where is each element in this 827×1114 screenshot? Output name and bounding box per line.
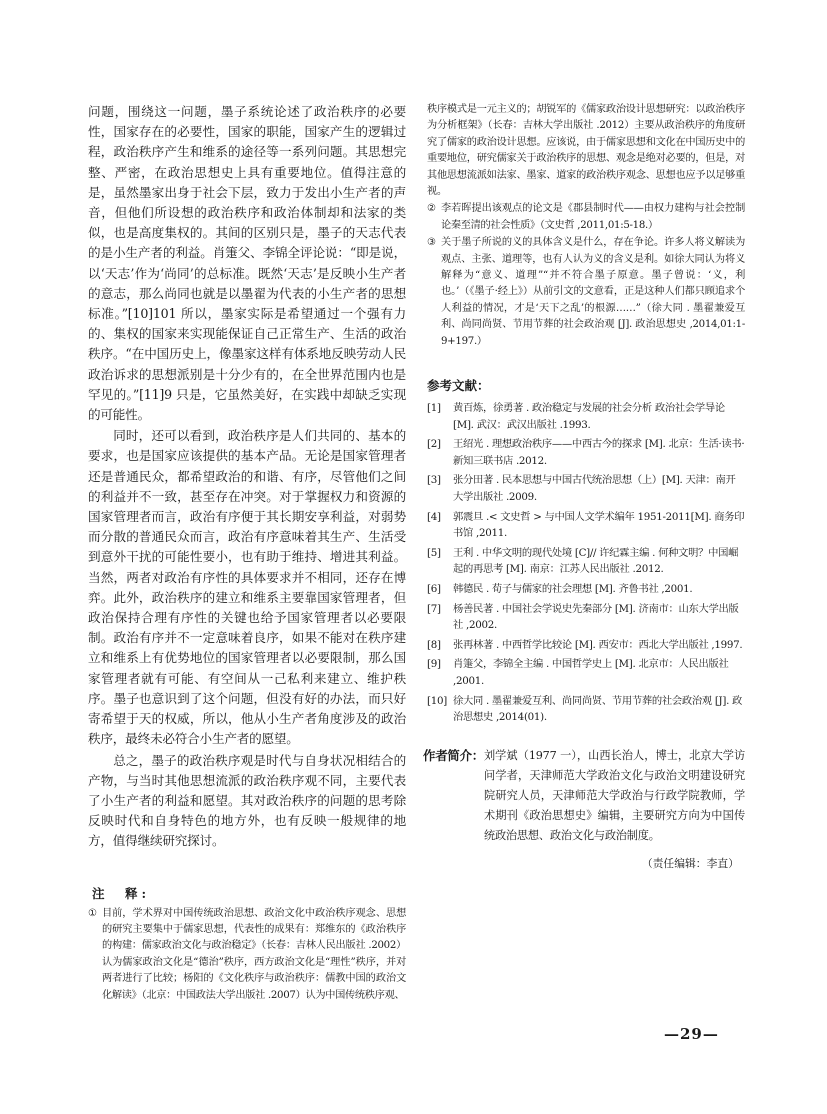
reference-item: [427, 509, 745, 542]
responsible-editor: （责任编辑：李直）: [641, 856, 739, 870]
reference-number: [1]: [427, 402, 441, 415]
reference-text: 肖箑父，李锦全主编 . 中国哲学史上 [M]. 北京市：人民出版社 ,2001.: [453, 658, 729, 687]
reference-text: 黄百炼，徐勇著 . 政治稳定与发展的社会分析 政治社会学导论 [M]. 武汉：武汉出版社 .1993.: [453, 402, 725, 431]
reference-item: [427, 545, 745, 578]
reference-text: 张分田著 . 民本思想与中国古代统治思想（上）[M]. 天津：南开大学出版社 .2009.: [453, 474, 736, 504]
reference-item: [427, 436, 745, 469]
reference-number: [8]: [427, 638, 441, 651]
reference-list: [427, 400, 745, 726]
reference-number: [6]: [427, 583, 441, 596]
reference-text: 韩德民 . 荀子与儒家的社会理想 [M]. 齐鲁书社 ,2001.: [453, 583, 693, 596]
reference-text: 郭震旦 .< 文史哲 > 与中国人文学术编年 1951-2011[M]. 商务印书馆 ,2011.: [453, 510, 745, 540]
footnote-text: 目前，学术界对中国传统政治思想、政治文化中政治秩序观念、思想的研究主要集中于儒家思想，代表性的成果有：郑维东的《政治秩序的构建：儒家政治文化与政治稳定》（长春：吉林人民出版社 .2002）认为儒家政治文化是“德治”秩序，西方政治文化是“理性”秩序，并对两者进行了比较；杨阳的《文化秩序与政治秩序：儒教中国的政治文化解读》（北京：中国政法大学出版社 .2007）认为中国传统秩序观、: [102, 907, 406, 1001]
footnote-marker: ②: [427, 203, 436, 215]
body-paragraph-1: 问题，围绕这一问题，墨子系统论述了政治秩序的必要性，国家存在的必要性，国家的职能，国家产生的逻辑过程，政治秩序产生和维系的途径等一系列问题。其思想完整、严密，在政治思想史上具有重要地位。值得注意的是，虽然墨家出身于社会下层，致力于发出小生产者的声音，但他们所设想的政治秩序和政治体制却和法家的类似，也是高度集权的。其间的区别只是，墨子的天志代表的是小生产者的利益。肖箑父、李锦全评论说：“即是说，以‘天志’作为‘尚同’的总标准。既然‘天志’是反映小生产者的意志，那么尚同也就是以墨翟为代表的小生产者的思想标准。”[10]101 所以，墨家实际是希望通过一个强有力的、集权的国家来实现能保证自己正常生产、生活的政治秩序。“在中国历史上，像墨家这样有体系地反映劳动人民政治诉求的思想派别是十分少有的，在全世界范围内也是罕见的。”[11]9 只是，它虽然美好，在实践中却缺乏实现的可能性。: [88, 104, 406, 423]
footnote-3: [427, 235, 745, 350]
reference-number: [2]: [427, 438, 441, 451]
reference-item: [427, 637, 745, 654]
footnote-text: 秩序模式是一元主义的；胡锐军的《儒家政治设计思想研究：以政治秩序为分析框架》（长春：吉林大学出版社 .2012）主要从政治秩序的角度研究了儒家的政治设计思想。应该说，由于儒家思想和文化在中国历史中的重要地位，研究儒家关于政治秩序的思想、观念是绝对必要的，但是，对其他思想流派如法家、墨家、道家的政治秩序观念、思想也应予以足够重视。: [427, 104, 745, 198]
reference-item: [427, 581, 745, 598]
reference-text: 王利 . 中华文明的现代处境 [C]// 许纪霖主编 . 何种文明？中国崛起的再思考 [M]. 南京：江苏人民出版社 .2012.: [453, 546, 739, 576]
footnote-marker: ③: [427, 237, 436, 249]
page-number: —29—: [664, 1025, 719, 1043]
right-column: [423, 102, 745, 871]
reference-item: [427, 656, 745, 689]
footnote-2: [427, 201, 745, 234]
reference-number: [10]: [427, 694, 447, 707]
reference-item: [427, 693, 745, 726]
reference-number: [5]: [427, 546, 441, 559]
reference-text: 杨善民著 . 中国社会学说史先秦部分 [M]. 济南市：山东大学出版社 ,2002.: [453, 602, 739, 632]
author-bio: [423, 746, 745, 846]
reference-item: [427, 472, 745, 505]
reference-text: 徐大同 . 墨翟兼爱互利、尚同尚贤、节用节葬的社会政治观 [J]. 政治思想史 ,2014(01).: [453, 694, 743, 724]
author-bio-label: 作者简介：: [423, 747, 484, 763]
reference-text: 张再林著 . 中西哲学比较论 [M]. 西安市：西北大学出版社 ,1997.: [453, 638, 743, 651]
reference-item: [427, 400, 745, 433]
reference-number: [7]: [427, 602, 441, 615]
footnote-text: 关于墨子所说的义的具体含义是什么，存在争论。许多人将义解读为观点、主张、道理等，也有人认为义的含义是利。如徐大同认为将义解释为“意义、道理”“并不符合墨子原意。墨子曾说：‘义，利也。’（《墨子·经上》）从前引文的文意看，正是这种人们都只顾追求个人利益的情况，才是‘天下之乱’的根源……”（徐大同 . 墨翟兼爱互利、尚同尚贤、节用节葬的社会政治观 [J]. 政治思想史 ,2014,01:1-9+197.）: [441, 237, 745, 347]
reference-number: [4]: [427, 510, 441, 523]
footnote-1: [88, 906, 406, 1004]
body-paragraph-3: 总之，墨子的政治秩序观是时代与自身状况相结合的产物，与当时其他思想流派的政治秩序观不同，主要代表了小生产者的利益和愿望。其对政治秩序的问题的思考除反映时代和自身特色的地方外，也有反映一般规律的地方，值得继续研究探讨。: [88, 752, 406, 849]
notes-title: 注 释:: [92, 885, 151, 901]
reference-item: [427, 601, 745, 634]
references-title: 参考文献：: [427, 378, 490, 394]
left-column: [88, 102, 406, 1005]
reference-number: [3]: [427, 474, 441, 487]
footnote-text: 李若晖提出该观点的论文是《郡县制时代——由权力建构与社会控制论秦至清的社会性质》（文史哲 ,2011,01:5-18.）: [441, 203, 745, 231]
footnote-marker: ①: [88, 907, 97, 919]
author-bio-text: 刘学斌（1977 一），山西长治人，博士，北京大学访问学者，天津师范大学政治文化与政治文明建设研究院研究人员，天津师范大学政治与行政学院教师，学术期刊《政治思想史》编辑，主要研究方向为中国传统政治思想、政治文化与政治制度。: [483, 748, 745, 842]
body-paragraph-2: 同时，还可以看到，政治秩序是人们共同的、基本的要求，也是国家应该提供的基本产品。无论是国家管理者还是普通民众，都希望政治的和谐、有序，尽管他们之间的利益并不一致，甚至存在冲突。对于掌握权力和资源的国家管理者而言，政治有序便于其长期安享利益，对弱势而分散的普通民众而言，政治有序意味着其生产、生活受到意外干扰的可能性要小，也有助于维持、增进其利益。当然，两者对政治有序性的具体要求并不相同，还存在博弈。此外，政治秩序的建立和维系主要靠国家管理者，但政治保持合理有序性的关键也给予国家管理者以必要限制。政治有序并不一定意味着良序，如果不能对在秩序建立和维系上有优势地位的国家管理者以必要限制，那么国家管理者就有可能、有空间从一己私利来建立、维护秩序。墨子也意识到了这个问题，但没有好的办法，而只好寄希望于天的权威，所以，他从小生产者角度涉及的政治秩序，最终未必符合小生产者的愿望。: [88, 428, 406, 747]
footnote-1-continued: [427, 102, 745, 200]
reference-number: [9]: [427, 658, 441, 671]
reference-text: 王绍光 . 理想政治秩序——中西古今的探求 [M]. 北京：生活·读书·新知三联书店 .2012.: [453, 438, 745, 467]
